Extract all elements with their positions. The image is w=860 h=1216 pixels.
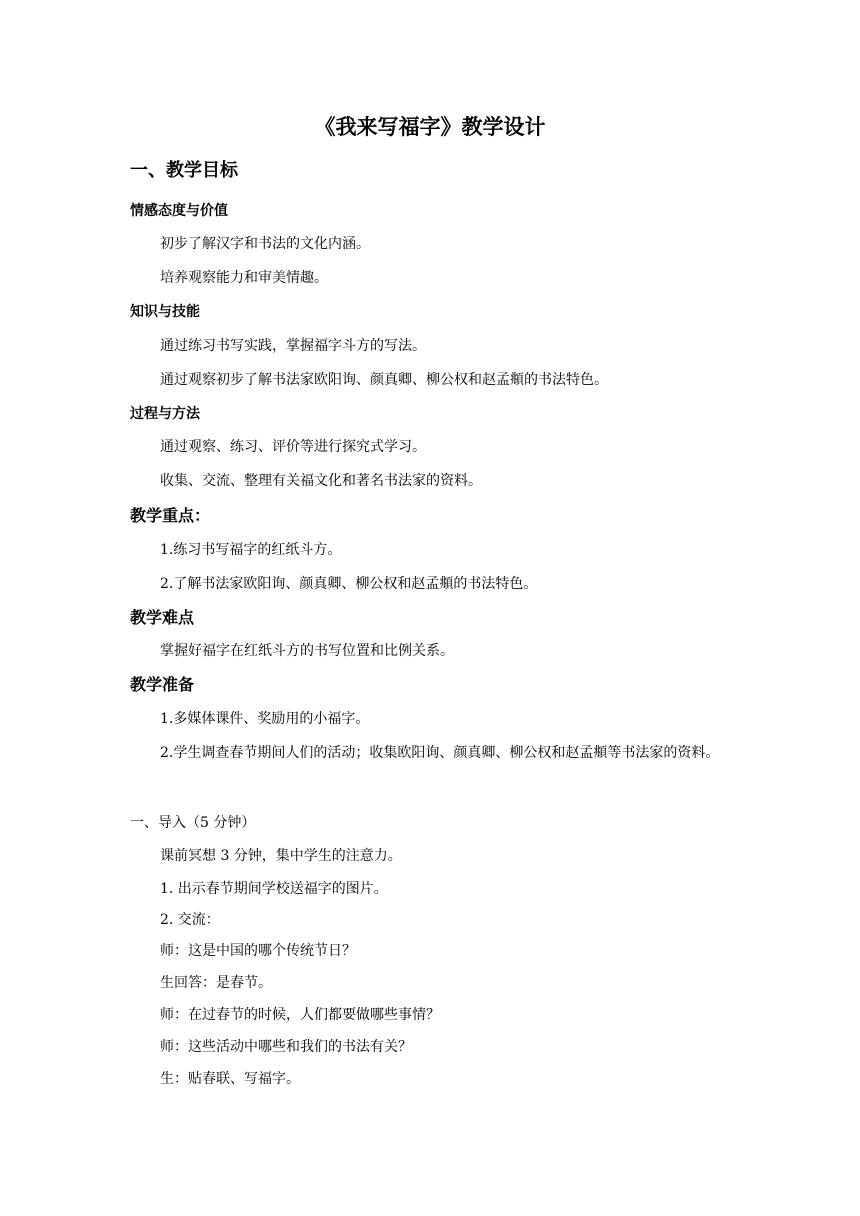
paragraph: 2.了解书法家欧阳询、颜真卿、柳公权和赵孟頫的书法特色。 — [160, 576, 538, 592]
paragraph: 生回答：是春节。 — [160, 975, 272, 991]
paragraph: 生：贴春联、写福字。 — [160, 1071, 300, 1087]
subheading-emotion: 情感态度与价值 — [130, 203, 228, 219]
paragraph: 通过练习书写实践，掌握福字斗方的写法。 — [160, 338, 426, 354]
document-title: 《我来写福字》教学设计 — [314, 115, 546, 139]
section-heading-preparation: 教学准备 — [130, 675, 195, 694]
paragraph: 通过观察初步了解书法家欧阳询、颜真卿、柳公权和赵孟頫的书法特色。 — [160, 372, 608, 388]
paragraph: 1.多媒体课件、奖励用的小福字。 — [160, 711, 370, 727]
subheading-process: 过程与方法 — [130, 406, 200, 422]
section-heading-key-points: 教学重点： — [130, 506, 211, 525]
paragraph: 师：在过春节的时候，人们都要做哪些事情？ — [160, 1007, 440, 1023]
paragraph: 收集、交流、整理有关福文化和著名书法家的资料。 — [160, 473, 482, 489]
paragraph: 初步了解汉字和书法的文化内涵。 — [160, 236, 370, 252]
section-heading-objectives: 一、教学目标 — [130, 160, 238, 181]
paragraph: 通过观察、练习、评价等进行探究式学习。 — [160, 439, 426, 455]
paragraph: 2. 交流： — [160, 912, 220, 928]
paragraph: 培养观察能力和审美情趣。 — [160, 270, 328, 286]
paragraph: 师：这是中国的哪个传统节日？ — [160, 943, 356, 959]
paragraph: 师：这些活动中哪些和我们的书法有关？ — [160, 1039, 412, 1055]
subheading-knowledge: 知识与技能 — [130, 304, 200, 320]
paragraph: 1.练习书写福字的红纸斗方。 — [160, 542, 342, 558]
section-heading-difficulties: 教学难点 — [130, 608, 195, 627]
paragraph: 课前冥想 3 分钟，集中学生的注意力。 — [160, 848, 402, 864]
paragraph-wrapped: 2.学生调查春节期间人们的活动；收集欧阳询、颜真卿、柳公权和赵孟頫等书法家的资料。 — [160, 745, 720, 761]
paragraph: 掌握好福字在红纸斗方的书写位置和比例关系。 — [160, 643, 454, 659]
paragraph: 1. 出示春节期间学校送福字的图片。 — [160, 881, 388, 897]
section-heading-intro: 一、导入（5 分钟） — [130, 815, 256, 831]
